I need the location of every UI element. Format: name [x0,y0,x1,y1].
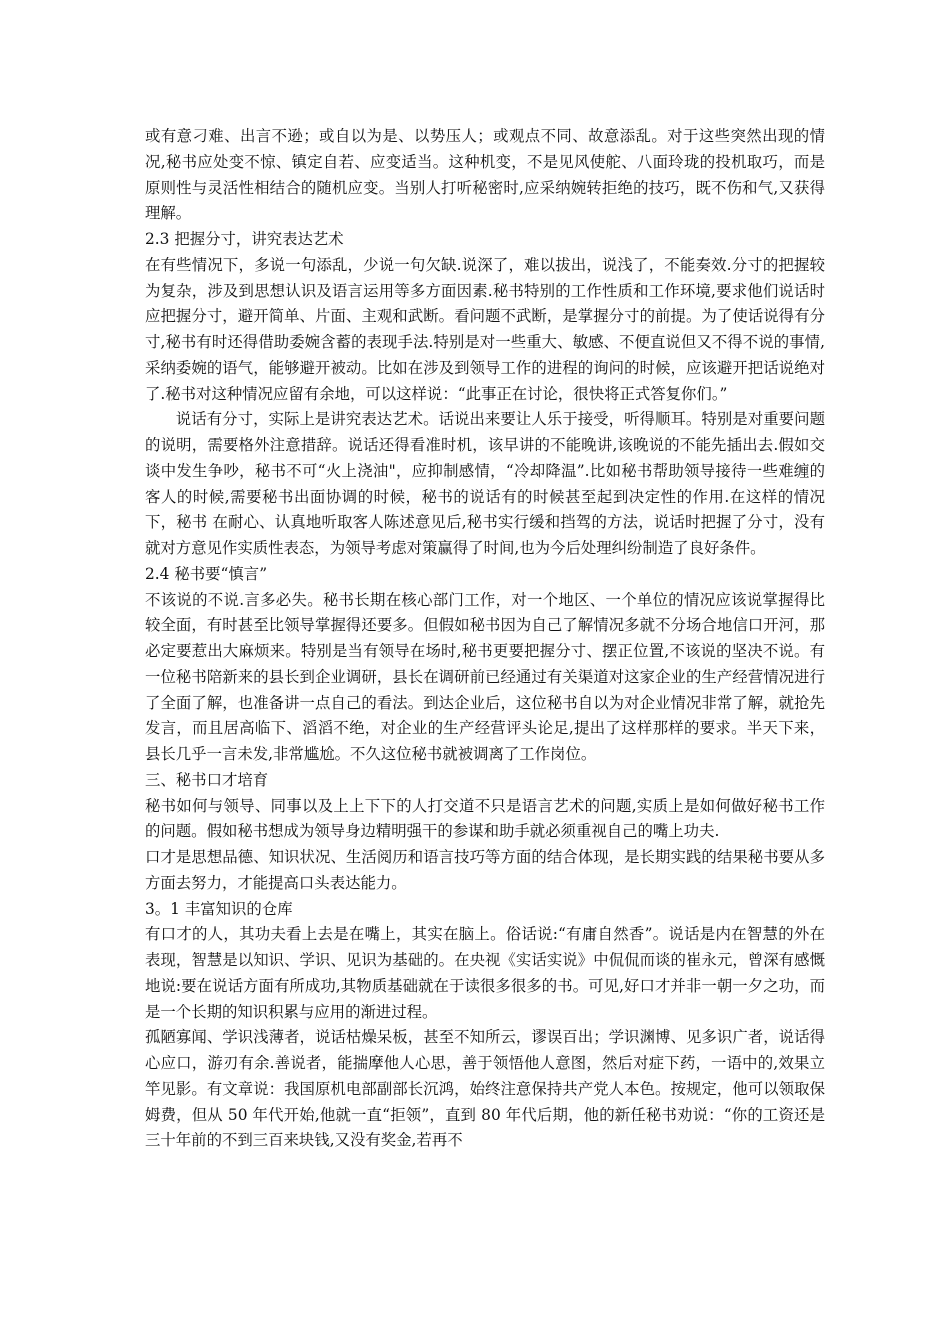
section-heading-2-4: 2.4 秘书要“慎言” [145,564,268,583]
paragraph-learning-example: 孤陋寡闻、学识浅薄者，说话枯燥呆板，甚至不知所云，谬误百出；学识渊博、见多识广者，说话得心应口，游刃有余.善说者，能揣摩他人心思，善于领悟他人意图，然后对症下药，一语中的,效果立竿见影。有文章说：我国原机电部副部长沉鸿，始终注意保持共产党人本色。按规定，他可以领取保姆费，但从 50 年代开始,他就一直“拒领”，直到 80 年代后期，他的新任秘书劝说：“你的工资还是三十年前的不到三百来块钱,又没有奖金,若再不 [145,1028,825,1150]
section-heading-three: 三、秘书口才培育 [145,770,269,789]
paragraph-dealing-people: 秘书如何与领导、同事以及上上下下的人打交道不只是语言艺术的问题,实质上是如何做好秘书工作的问题。假如秘书想成为领导身边精明强干的参谋和助手就必须重视自己的嘴上功夫. [145,796,825,841]
section-heading-2-3: 2.3 把握分寸，讲究表达艺术 [145,230,344,248]
paragraph-expression-art: 说话有分寸，实际上是讲究表达艺术。话说出来要让人乐于接受，听得顺耳。特别是对重要问题的说明，需要格外注意措辞。说话还得看准时机，该早讲的不能晚讲,该晚说的不能先插出去.假如交谈中发生争吵，秘书不可“火上浇油"，应抑制感情，“冷却降温”.比如秘书帮助领导接待一些难缠的客人的时候,需要秘书出面协调的时候，秘书的说话有的时候甚至起到决定性的作用.在这样的情况下，秘书 在耐心、认真地听取客人陈述意见后,秘书实行缓和挡驾的方法，说话时把握了分寸，没有就对方意见作实质性表态，为领导考虑对策赢得了时间,也为今后处理纠纷制造了良好条件。 [145,410,825,557]
paragraph-handling-difficulties: 或有意刁难、出言不逊；或自以为是、以势压人；或观点不同、故意添乱。对于这些突然出现的情况,秘书应处变不惊、镇定自若、应变适当。这种机变，不是见风使舵、八面玲珑的投机取巧，而是原则性与灵活性相结合的随机应变。当别人打听秘密时,应采纳婉转拒绝的技巧，既不伤和气,又获得理解。 [145,127,825,223]
paragraph-eloquence: 口才是思想品德、知识状况、生活阅历和语言技巧等方面的结合体现，是长期实践的结果秘书要从多方面去努力，才能提高口头表达能力。 [145,848,825,892]
document-page [145,124,825,1154]
paragraph-measure: 在有些情况下，多说一句添乱，少说一句欠缺.说深了，难以拔出，说浅了，不能奏效.分寸的把握较为复杂，涉及到思想认识及语言运用等多方面因素.秘书特别的工作性质和工作环境,要求他们说话时应把握分寸，避开简单、片面、主观和武断。看问题不武断，是掌握分寸的前提。为了使话说得有分寸,秘书有时还得借助委婉含蓄的表现手法.特别是对一些重大、敏感、不便直说但又不得不说的事情,采纳委婉的语气，能够避开被动。比如在涉及到领导工作的进程的询问的时候，应该避开把话说绝对了.秘书对这种情况应留有余地，可以这样说：“此事正在讨论，很快将正式答复你们。” [145,255,825,403]
section-heading-3-1: 3。1 丰富知识的仓库 [145,899,293,918]
paragraph-knowledge: 有口才的人，其功夫看上去是在嘴上，其实在脑上。俗话说:“有庸自然香”。说话是内在智慧的外在表现，智慧是以知识、学识、见识为基础的。在央视《实话实说》中侃侃而谈的崔永元，曾深有感慨地说:要在说话方面有所成功,其物质基础就在于读很多很多的书。可见,好口才并非一朝一夕之功，而是一个长期的知识积累与应用的渐进过程。 [145,925,825,1021]
paragraph-careful-speech: 不该说的不说.言多必失。秘书长期在核心部门工作，对一个地区、一个单位的情况应该说掌握得比较全面，有时甚至比领导掌握得还要多。但假如秘书因为自己了解情况多就不分场合地信口开河，那必定要惹出大麻烦来。特别是当有领导在场时,秘书更要把握分寸、摆正位置,不该说的坚决不说。有一位秘书陪新来的县长到企业调研，县长在调研前已经通过有关渠道对这家企业的生产经营情况进行了全面了解，也准备讲一点自己的看法。到达企业后，这位秘书自以为对企业情况非常了解，就抢先发言，而且居高临下、滔滔不绝，对企业的生产经营评头论足,提出了这样那样的要求。半天下来，县长几乎一言未发,非常尴尬。不久这位秘书就被调离了工作岗位。 [145,590,825,763]
